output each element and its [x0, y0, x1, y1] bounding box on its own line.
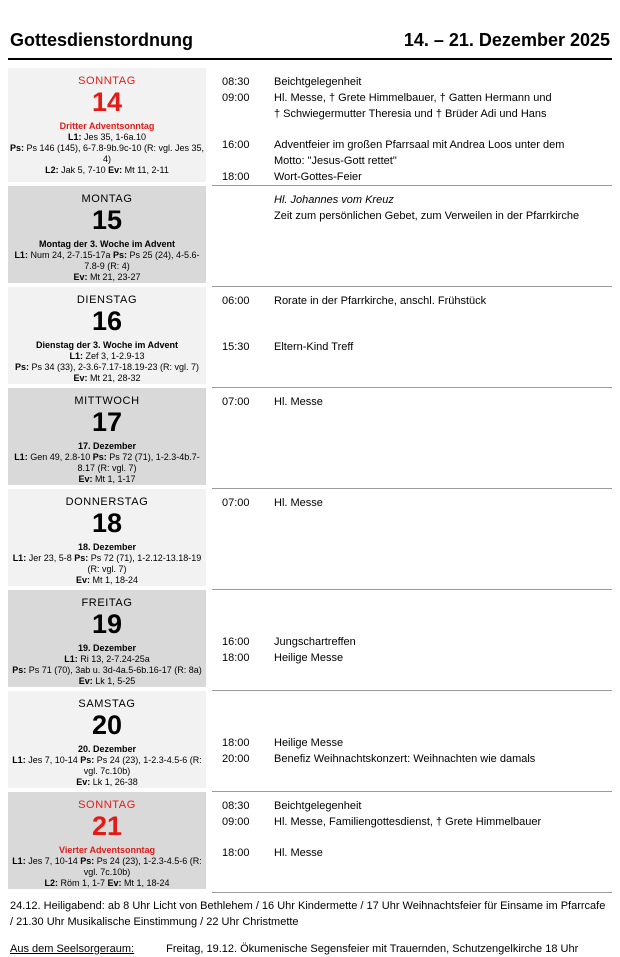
event-text: [274, 74, 612, 90]
event-row: [222, 293, 612, 309]
day-name: FREITAG: [81, 597, 133, 609]
reading-line: L2: Röm 1, 1-7 Ev: Mt 1, 18-24: [44, 878, 170, 888]
event-text-line: Eltern-Kind Treff: [274, 341, 354, 353]
event-text-line: Hl. Messe: [274, 396, 323, 408]
event-time: 16:00: [222, 139, 250, 151]
event-text-line: Hl. Messe: [274, 847, 323, 859]
event-time: 18:00: [222, 652, 250, 664]
event-row: [222, 814, 612, 830]
event-text: [274, 495, 612, 511]
event-time: 08:30: [222, 800, 250, 812]
event-time: 09:00: [222, 92, 250, 104]
reading-label: Ps:: [80, 856, 95, 866]
reading-label: Ev:: [108, 165, 123, 175]
event-text: [274, 394, 612, 410]
events-area: [212, 287, 612, 388]
event-text-line: Hl. Messe, Familiengottesdienst, † Grete Himmelbauer: [274, 816, 542, 828]
event-text: [274, 137, 612, 169]
reading-line: L1: Jes 7, 10-14 Ps: Ps 24 (23), 1-2.3-4.5-6 (R: vgl. 7c.10b): [12, 856, 202, 877]
days-list: [0, 60, 620, 893]
event-text: [274, 735, 612, 751]
event-text: [274, 798, 612, 814]
reading-line: L1: Jes 35, 1-6a.10: [67, 132, 147, 142]
events-area: [212, 691, 612, 792]
day-row: [0, 68, 620, 186]
day-name: MONTAG: [81, 193, 133, 205]
events-area: [212, 792, 612, 893]
event-time: 06:00: [222, 295, 250, 307]
reading-line: Ps: Ps 146 (145), 6-7.8-9b.9c-10 (R: vgl. Jes 35, 4): [9, 143, 205, 164]
reading-line: L1: Jes 7, 10-14 Ps: Ps 24 (23), 1-2.3-4.5-6 (R: vgl. 7c.10b): [12, 755, 202, 776]
reading-line: L2: Jak 5, 7-10 Ev: Mt 11, 2-11: [45, 165, 169, 175]
reading-line: L1: Num 24, 2-7.15-17a Ps: Ps 25 (24), 4-5.6-7.8-9 (R: 4): [14, 250, 200, 271]
reading-line: L1: Zef 3, 1-2.9-13: [69, 351, 145, 361]
reading-label: Ps:: [74, 553, 89, 563]
day-row: [0, 287, 620, 388]
reading-label: Ev:: [73, 373, 88, 383]
reading-line: Ev: Lk 1, 26-38: [76, 777, 138, 787]
event-text: [274, 814, 612, 830]
day-number: 15: [91, 205, 123, 235]
day-number: 19: [91, 609, 123, 639]
heiligabend-note: 24.12. Heiligabend: ab 8 Uhr Licht von Bethlehem / 16 Uhr Kindermette / 17 Uhr Weihnachtsfeier für Einsame im Pfarrcafe / 21.30 Uhr Musikalische Einstimmung / 22 Uhr Christmette: [10, 900, 606, 928]
reading-line: Ps: Ps 71 (70), 3ab u. 3d-4a.5-6b.16-17 (R: 8a) Ev: Lk 1, 5-25: [12, 665, 202, 686]
event-text: [274, 339, 612, 355]
day-name: DIENSTAG: [76, 294, 138, 306]
page-title: Gottesdienstordnung: [10, 30, 193, 50]
event-text-line: Rorate in der Pfarrkirche, anschl. Frühstück: [274, 295, 487, 307]
day-block: [8, 792, 206, 889]
event-text-line: Adventfeier im großen Pfarrsaal mit Andrea Loos unter dem: [274, 139, 565, 151]
events-area: [212, 186, 612, 287]
reading-label: L2:: [44, 878, 58, 888]
day-number: 14: [91, 87, 123, 117]
event-row: [222, 845, 612, 861]
event-text-line: Hl. Johannes vom Kreuz: [274, 194, 394, 206]
event-text-line: Heilige Messe: [274, 652, 344, 664]
event-time: 18:00: [222, 171, 250, 183]
event-row: [222, 169, 612, 185]
day-row: [0, 489, 620, 590]
reading-label: Ev:: [78, 474, 93, 484]
event-text: [274, 650, 612, 666]
reading-line: L1: Ri 13, 2-7.24-25a: [64, 654, 150, 664]
event-text-line: Hl. Messe, † Grete Himmelbauer, † Gatten Hermann und: [274, 92, 552, 104]
reading-label: Ev:: [78, 676, 93, 686]
events-area: [212, 388, 612, 489]
event-time: 07:00: [222, 396, 250, 408]
feast-name: Dienstag der 3. Woche im Advent: [35, 340, 179, 350]
reading-label: L1:: [12, 553, 27, 563]
seelsorgeraum-label: Aus dem Seelsorgeraum:: [10, 943, 135, 955]
reading-label: L1:: [12, 755, 26, 765]
event-row: [222, 192, 612, 224]
event-text-line: Motto: "Jesus-Gott rettet": [274, 155, 397, 167]
day-block: [8, 287, 206, 384]
day-number: 18: [91, 508, 123, 538]
event-text-line: Beichtgelegenheit: [274, 76, 362, 88]
footer-area: [10, 898, 610, 957]
reading-line: L1: Jer 23, 5-8 Ps: Ps 72 (71), 1-2.12-13.18-19 (R: vgl. 7): [12, 553, 202, 574]
day-block: [8, 489, 206, 586]
event-text: [274, 169, 612, 185]
events-area: [212, 489, 612, 590]
reading-label: L1:: [12, 856, 26, 866]
day-block: [8, 691, 206, 788]
day-row: [0, 792, 620, 893]
reading-label: Ps:: [12, 665, 27, 675]
day-row: [0, 691, 620, 792]
event-row: [222, 650, 612, 666]
events-area: [212, 590, 612, 691]
reading-label: Ev:: [73, 272, 88, 282]
feast-name: Vierter Adventsonntag: [58, 845, 156, 855]
reading-line: Ev: Mt 1, 18-24: [75, 575, 139, 585]
event-time: 09:00: [222, 816, 250, 828]
day-block: [8, 388, 206, 485]
readings: [8, 250, 206, 283]
day-number: 21: [91, 811, 123, 841]
event-text: [274, 293, 612, 309]
reading-label: L1:: [69, 351, 83, 361]
events-area: [212, 68, 612, 186]
event-time: 20:00: [222, 753, 250, 765]
date-range: 14. – 21. Dezember 2025: [403, 30, 610, 50]
reading-label: Ev:: [75, 575, 90, 585]
event-row: [222, 394, 612, 410]
reading-label: Ps:: [9, 143, 24, 153]
reading-label: Ps:: [92, 452, 107, 462]
readings: [8, 132, 206, 176]
event-row: [222, 798, 612, 814]
event-row: [222, 495, 612, 511]
event-row: [222, 339, 612, 355]
event-text: [274, 845, 612, 861]
event-text-line: Zeit zum persönlichen Gebet, zum Verweilen in der Pfarrkirche: [274, 210, 580, 222]
event-time: 15:30: [222, 341, 250, 353]
reading-label: Ps:: [80, 755, 95, 765]
feast-name: Dritter Adventsonntag: [59, 121, 155, 131]
day-block: [8, 186, 206, 283]
event-row: [222, 634, 612, 650]
day-number: 17: [91, 407, 123, 437]
event-text-line: Heilige Messe: [274, 737, 344, 749]
reading-line: Ev: Mt 21, 23-27: [73, 272, 141, 282]
feast-name: 20. Dezember: [77, 744, 137, 754]
readings: [8, 553, 206, 586]
reading-label: L1:: [64, 654, 78, 664]
readings: [8, 654, 206, 687]
seelsorgeraum-line: [10, 941, 610, 957]
reading-line: L1: Gen 49, 2.8-10 Ps: Ps 72 (71), 1-2.3-4b.7-8.17 (R: vgl. 7): [14, 452, 200, 473]
feast-name: 17. Dezember: [77, 441, 137, 451]
reading-label: L1:: [14, 250, 28, 260]
event-time: 08:30: [222, 76, 250, 88]
reading-line: Ps: Ps 34 (33), 2-3.6-7.17-18.19-23 (R: vgl. 7) Ev: Mt 21, 28-32: [14, 362, 200, 383]
event-time: 18:00: [222, 847, 250, 859]
readings: [8, 351, 206, 384]
day-block: [8, 68, 206, 182]
day-name: MITTWOCH: [74, 395, 140, 407]
reading-label: Ev:: [76, 777, 91, 787]
event-time: 18:00: [222, 737, 250, 749]
readings: [8, 755, 206, 788]
feast-name: 19. Dezember: [77, 643, 137, 653]
feast-name: 18. Dezember: [77, 542, 137, 552]
reading-label: L1:: [67, 132, 82, 142]
day-name: SAMSTAG: [78, 698, 136, 710]
reading-line: Ev: Mt 1, 1-17: [78, 474, 136, 484]
event-text: [274, 634, 612, 650]
event-text-line: Beichtgelegenheit: [274, 800, 362, 812]
reading-label: Ps:: [14, 362, 29, 372]
day-row: [0, 388, 620, 489]
feast-name: Montag der 3. Woche im Advent: [38, 239, 175, 249]
day-name: SONNTAG: [78, 75, 136, 87]
reading-label: L1:: [14, 452, 28, 462]
event-row: [222, 74, 612, 90]
event-text-line: Wort-Gottes-Feier: [274, 171, 362, 183]
page-header: [8, 0, 612, 60]
reading-label: Ev:: [107, 878, 122, 888]
event-time: 07:00: [222, 497, 250, 509]
day-block: [8, 590, 206, 687]
day-row: [0, 186, 620, 287]
event-text-line: Jungschartreffen: [274, 636, 356, 648]
day-number: 20: [91, 710, 123, 740]
event-row: [222, 90, 612, 122]
event-row: [222, 751, 612, 767]
event-text-line: Hl. Messe: [274, 497, 323, 509]
seelsorgeraum-text: Freitag, 19.12. Ökumenische Segensfeier mit Trauernden, Schutzengelkirche 18 Uhr: [166, 943, 579, 955]
reading-label: Ps:: [113, 250, 128, 260]
day-number: 16: [91, 306, 123, 336]
day-row: [0, 590, 620, 691]
event-text: [274, 90, 612, 122]
readings: [8, 452, 206, 485]
day-name: SONNTAG: [78, 799, 136, 811]
event-text-line: † Schwiegermutter Theresia und † Brüder Adi und Hans: [274, 108, 547, 120]
event-text-line: Benefiz Weihnachtskonzert: Weihnachten wie damals: [274, 753, 536, 765]
event-text: [274, 751, 612, 767]
reading-label: L2:: [45, 165, 59, 175]
event-row: [222, 137, 612, 169]
event-text: [274, 192, 612, 224]
event-time: [222, 192, 274, 224]
event-row: [222, 735, 612, 751]
day-name: DONNERSTAG: [65, 496, 149, 508]
event-time: 16:00: [222, 636, 250, 648]
